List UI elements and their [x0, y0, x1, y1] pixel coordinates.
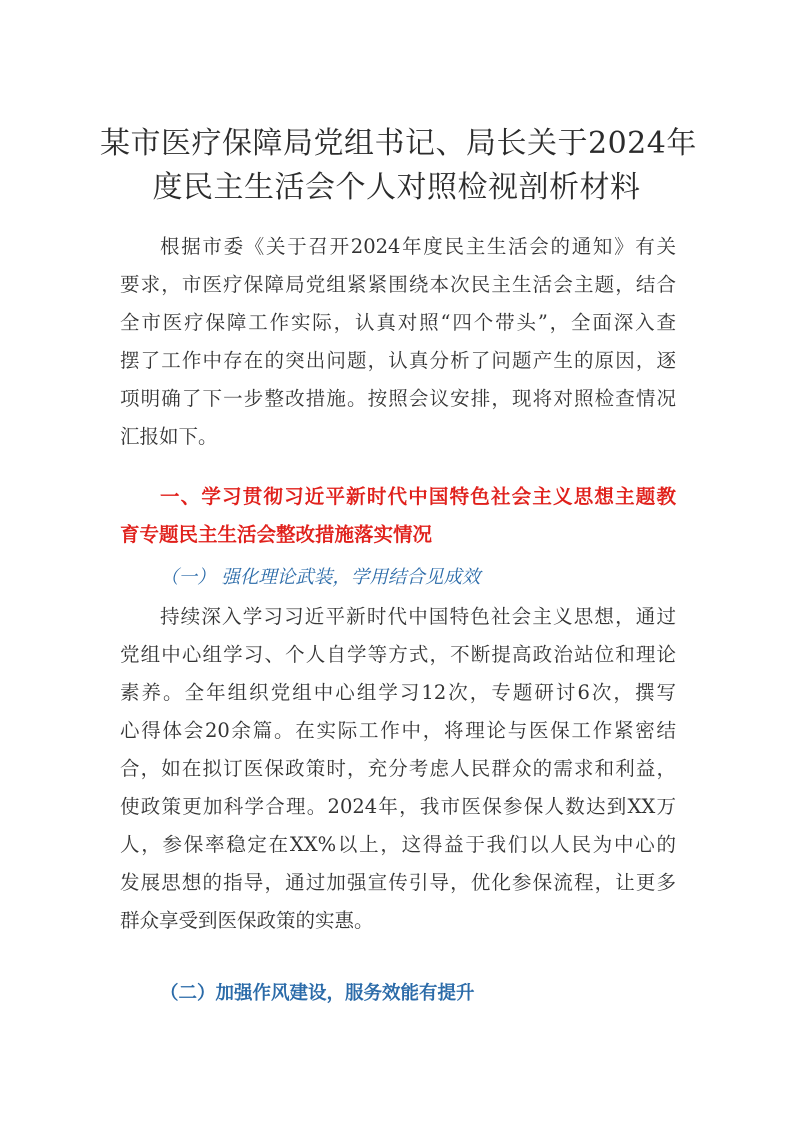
document-title — [100, 122, 697, 210]
subsection-1-paragraph — [120, 598, 676, 940]
paragraph-line: 要求，市医疗保障局党组紧紧围绕本次民主生活会主题，结合 — [120, 273, 676, 296]
paragraph-line: 摆了工作中存在的突出问题，认真分析了问题产生的原因，逐 — [120, 349, 676, 372]
paragraph-line: 根据市委《关于召开2024年度民主生活会的通知》有关 — [160, 235, 676, 258]
paragraph-line: 汇报如下。 — [120, 425, 218, 448]
paragraph-line: 项明确了下一步整改措施。按照会议安排，现将对照检查情况 — [120, 387, 676, 410]
section-heading-1 — [120, 478, 676, 554]
heading-line: 一、学习贯彻习近平新时代中国特色社会主义思想主题教 — [160, 485, 676, 508]
paragraph-line: 人，参保率稳定在XX%以上，这得益于我们以人民为中心的 — [120, 833, 676, 856]
paragraph-line: 持续深入学习习近平新时代中国特色社会主义思想，通过 — [160, 605, 676, 628]
subsection-heading-1: （一） 强化理论武装，学用结合见成效 — [160, 567, 481, 588]
subsection-heading-2: （二）加强作风建设，服务效能有提升 — [160, 983, 475, 1004]
paragraph-line: 心得体会20余篇。在实际工作中，将理论与医保工作紧密结 — [120, 719, 676, 742]
title-line: 某市医疗保障局党组书记、局长关于2024年 — [100, 126, 697, 161]
title-line: 度民主生活会个人对照检视剖析材料 — [152, 170, 641, 205]
paragraph-line: 使政策更加科学合理。2024年，我市医保参保人数达到XX万 — [120, 795, 676, 818]
paragraph-line: 素养。全年组织党组中心组学习12次，专题研讨6次，撰写 — [120, 681, 676, 704]
paragraph-line: 党组中心组学习、个人自学等方式，不断提高政治站位和理论 — [120, 643, 676, 666]
paragraph-line: 群众享受到医保政策的实惠。 — [120, 909, 374, 932]
paragraph-line: 全市医疗保障工作实际，认真对照“四个带头”，全面深入查 — [120, 311, 676, 334]
paragraph-line: 合，如在拟订医保政策时，充分考虑人民群众的需求和利益， — [120, 757, 676, 780]
heading-line: 育专题民主生活会整改措施落实情况 — [120, 523, 433, 546]
intro-paragraph — [120, 228, 676, 456]
paragraph-line: 发展思想的指导，通过加强宣传引导，优化参保流程，让更多 — [120, 871, 676, 894]
